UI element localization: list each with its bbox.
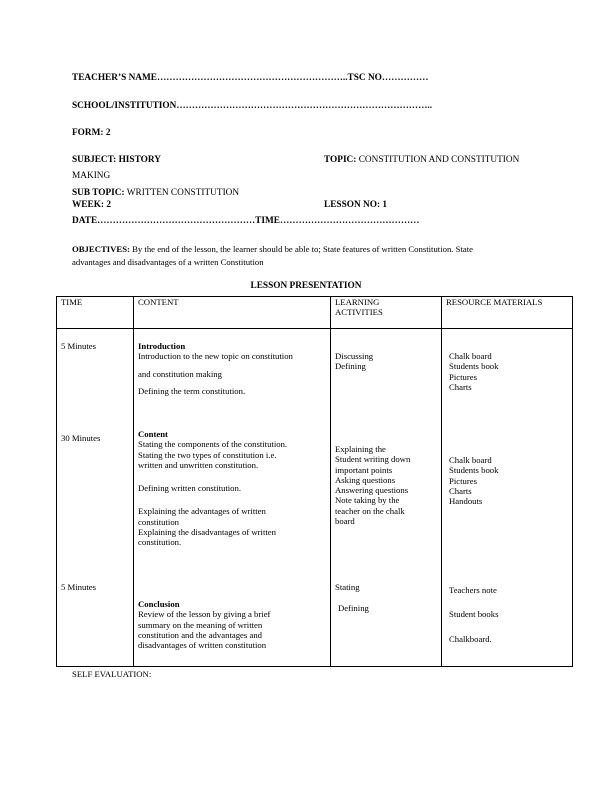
- activities-cell: [331, 329, 442, 667]
- list-item: Chalkboard.: [449, 633, 492, 644]
- list-item: Defining the term constitution.: [138, 385, 246, 396]
- list-item: important points: [335, 464, 393, 475]
- column-header-time-label: TIME: [61, 297, 83, 307]
- introduction-heading: Introduction: [138, 341, 186, 351]
- list-item: board: [335, 516, 355, 527]
- list-item: Asking questions: [335, 474, 396, 485]
- introduction-activities: [335, 351, 373, 372]
- column-header-content: [134, 297, 331, 329]
- lesson-presentation-table: [56, 296, 573, 667]
- list-item: Pictures: [449, 475, 477, 486]
- column-header-content-label: CONTENT: [138, 297, 179, 307]
- list-item: Charts: [449, 485, 472, 496]
- subtopic-value: WRITTEN CONSTITUTION: [126, 188, 240, 198]
- column-header-time: [57, 297, 134, 329]
- objectives-text-1: By the end of the lesson, the learner should be able to; State features of written Constitution. State: [132, 244, 474, 254]
- form-line: FORM: 2: [72, 128, 111, 138]
- column-header-resources: [442, 297, 573, 329]
- introduction-resources: [449, 351, 498, 392]
- list-item: constitution and the advantages and: [138, 629, 263, 640]
- table-row: [57, 329, 573, 667]
- list-item: Students book: [449, 361, 499, 372]
- list-item: disadvantages of written constitution: [138, 640, 267, 651]
- table-title: LESSON PRESENTATION: [250, 281, 362, 291]
- topic-label: TOPIC:: [324, 155, 357, 165]
- list-item: Explaining the disadvantages of written: [138, 527, 276, 538]
- content-heading: Content: [138, 429, 168, 439]
- list-item: Students book: [449, 465, 499, 476]
- content-resources: [449, 455, 498, 506]
- list-item: Charts: [449, 381, 472, 392]
- introduction-block: [138, 341, 293, 396]
- list-item: teacher on the chalk: [335, 505, 405, 516]
- content-activities: [335, 444, 410, 526]
- list-item: constitution.: [138, 537, 182, 548]
- list-item: Chalk board: [449, 351, 492, 361]
- list-item: Explaining the advantages of written: [138, 506, 266, 517]
- list-item: Stating the two types of constitution i.e.: [138, 449, 277, 460]
- conclusion-block: [138, 599, 270, 650]
- list-item: Defining: [338, 603, 369, 614]
- list-item: summary on the meaning of written: [138, 619, 263, 630]
- list-item: Teachers note: [449, 585, 497, 595]
- lesson-no-line: LESSON NO: 1: [324, 200, 388, 210]
- content-block: [138, 429, 287, 548]
- school-line: SCHOOL/INSTITUTION………………………………………………………………………..: [72, 101, 433, 111]
- list-item: Review of the lesson by giving a brief: [138, 609, 271, 620]
- column-header-resources-label: RESOURCE MATERIALS: [446, 297, 543, 307]
- topic-value: CONSTITUTION AND CONSTITUTION: [358, 155, 520, 165]
- table-header-row: [57, 297, 573, 329]
- teacher-name-line: TEACHER’S NAME……………………………………………………..TSC NO……………: [72, 73, 429, 83]
- time-cell: [57, 329, 134, 667]
- list-item: Introduction to the new topic on constitution: [138, 351, 293, 362]
- list-item: Defining: [335, 361, 366, 372]
- resources-cell: [442, 329, 573, 667]
- self-evaluation-label: SELF EVALUATION:: [72, 669, 152, 679]
- content-cell: [134, 329, 331, 667]
- column-header-activities-label-1: LEARNING: [335, 297, 380, 307]
- list-item: Pictures: [449, 371, 477, 382]
- column-header-activities-label-2: ACTIVITIES: [335, 307, 383, 318]
- objectives-line-2: advantages and disadvantages of a written Constitution: [72, 257, 264, 267]
- objectives-label: OBJECTIVES:: [72, 244, 130, 254]
- list-item: Stating the components of the constitution.: [138, 439, 288, 450]
- topic-line: [324, 155, 519, 165]
- subtopic-line: [72, 188, 239, 198]
- time-content: 30 Minutes: [61, 433, 101, 443]
- list-item: Handouts: [449, 496, 483, 507]
- list-item: constitution: [138, 516, 180, 527]
- list-item: written and unwritten constitution.: [138, 459, 259, 470]
- subject-line: SUBJECT: HISTORY: [72, 155, 161, 165]
- list-item: Chalk board: [449, 455, 492, 465]
- conclusion-activities: [335, 582, 369, 614]
- list-item: Stating: [335, 582, 360, 592]
- column-header-activities: [331, 297, 442, 329]
- time-introduction: 5 Minutes: [61, 341, 96, 351]
- date-time-line: DATE……………………………………………TIME………………………………………: [72, 216, 420, 226]
- week-line: WEEK: 2: [72, 200, 111, 210]
- list-item: Answering questions: [335, 485, 409, 496]
- list-item: Student writing down: [335, 454, 411, 465]
- subtopic-label: SUB TOPIC:: [72, 188, 125, 198]
- list-item: Discussing: [335, 351, 374, 361]
- topic-continuation: MAKING: [72, 171, 111, 181]
- objectives-line-1: [72, 244, 473, 254]
- list-item: Student books: [449, 609, 499, 620]
- conclusion-resources: [449, 585, 498, 644]
- list-item: and constitution making: [138, 368, 222, 379]
- time-conclusion: 5 Minutes: [61, 582, 96, 592]
- list-item: Defining written constitution.: [138, 483, 242, 494]
- conclusion-heading: Conclusion: [138, 599, 180, 609]
- list-item: Explaining the: [335, 444, 386, 454]
- list-item: Note taking by the: [335, 495, 400, 506]
